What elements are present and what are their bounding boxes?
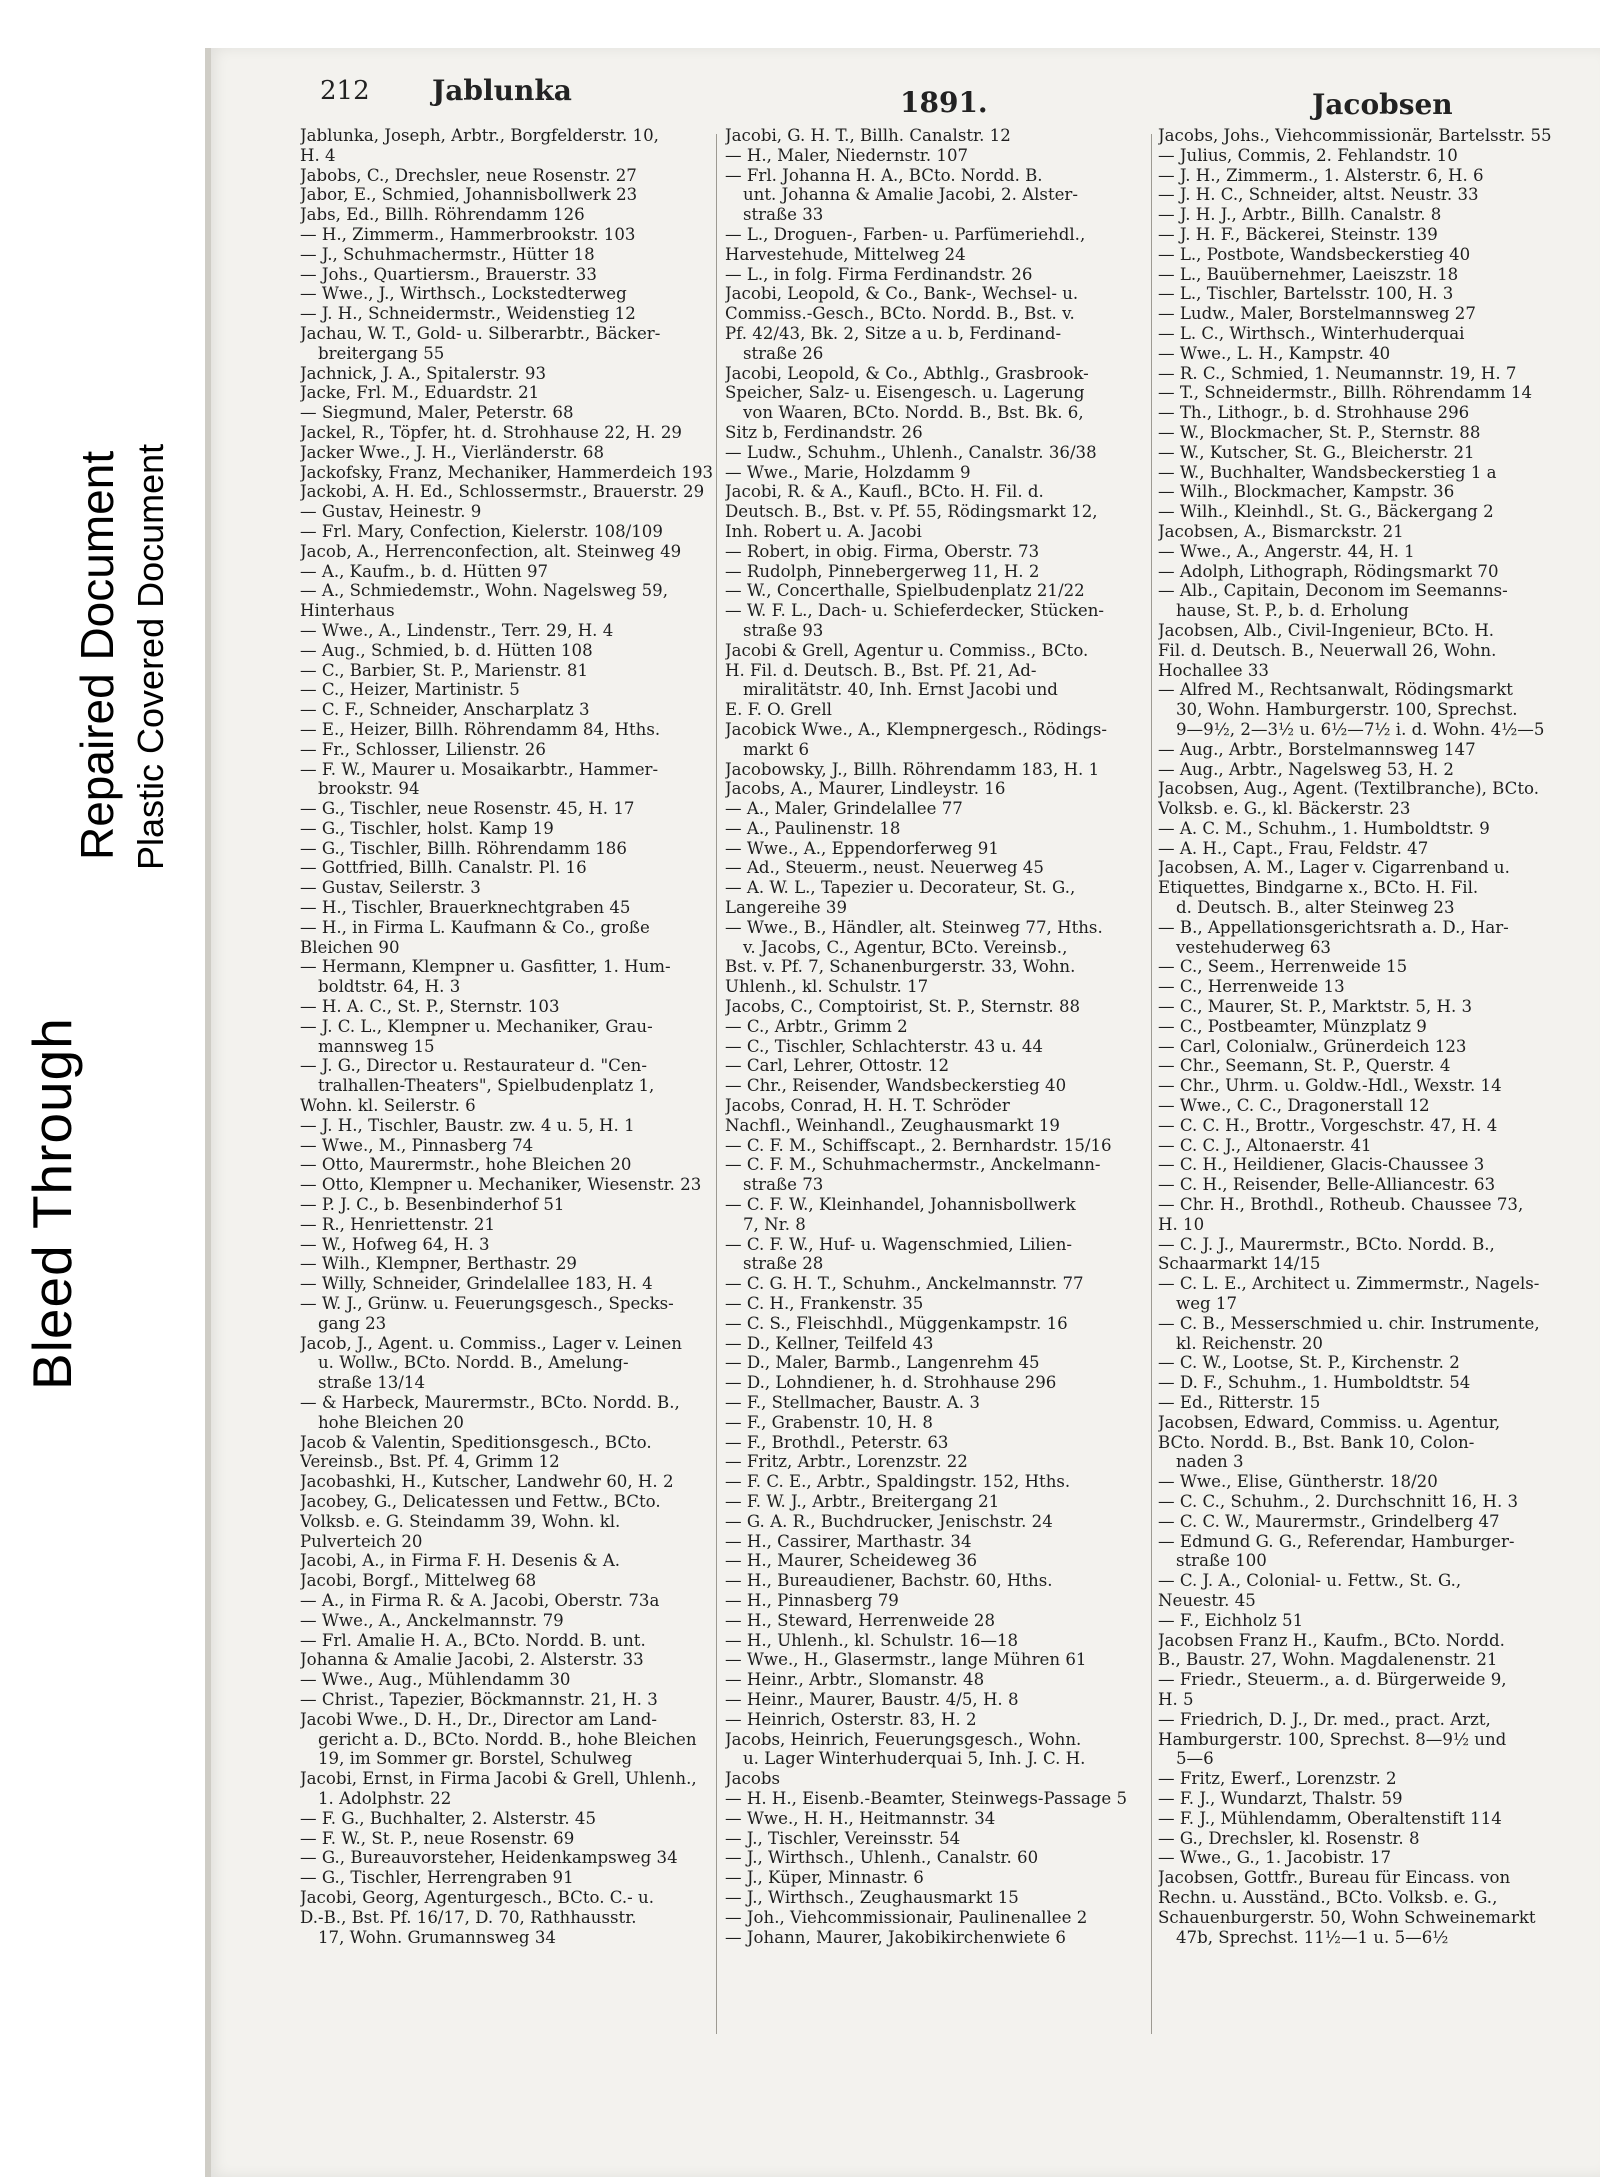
directory-entry-line: — Rudolph, Pinnebergerweg 11, H. 2 — [725, 561, 1040, 581]
directory-entry-line: — C., Seem., Herrenweide 15 — [1158, 957, 1408, 977]
directory-entry-line: Jacobsen, Alb., Civil-Ingenieur, BCto. H. — [1158, 620, 1495, 640]
directory-entry-line: — Fr., Schlosser, Lilienstr. 26 — [300, 739, 546, 759]
directory-entry-line: — A., in Firma R. & A. Jacobi, Oberstr. 73a — [300, 1590, 660, 1610]
directory-entry-line: Jacobsen, Gottfr., Bureau für Eincass. von — [1158, 1868, 1511, 1888]
directory-entry-line: boldtstr. 64, H. 3 — [318, 977, 461, 997]
directory-entry-line: Johanna & Amalie Jacobi, 2. Alsterstr. 33 — [300, 1650, 644, 1670]
directory-entry-line: Pf. 42/43, Bk. 2, Sitze a u. b, Ferdinand- — [725, 323, 1062, 343]
directory-entry-line: — E., Heizer, Billh. Röhrendamm 84, Hths. — [300, 719, 661, 739]
directory-entry-line: — R., Henriettenstr. 21 — [300, 1214, 496, 1234]
directory-entry-line: — Heinr., Maurer, Baustr. 4/5, H. 8 — [725, 1689, 1019, 1709]
directory-entry-line: B., Baustr. 27, Wohn. Magdalenenstr. 21 — [1158, 1650, 1498, 1670]
directory-entry-line: Pulverteich 20 — [300, 1531, 423, 1551]
directory-entry-line: — C., Postbeamter, Münzplatz 9 — [1158, 1016, 1427, 1036]
directory-entry-line: — Aug., Arbtr., Nagelsweg 53, H. 2 — [1158, 759, 1454, 779]
directory-entry-line: hohe Bleichen 20 — [318, 1412, 464, 1432]
directory-entry-line: — J., Wirthsch., Zeughausmarkt 15 — [725, 1887, 1019, 1907]
directory-entry-line: — F. W. J., Arbtr., Breitergang 21 — [725, 1491, 1000, 1511]
directory-entry-line: Jacobi, G. H. T., Billh. Canalstr. 12 — [725, 126, 1011, 145]
directory-entry-line: — W., Concerthalle, Spielbudenplatz 21/22 — [725, 581, 1085, 601]
scanned-page — [205, 48, 1600, 2177]
directory-entry-line: — G. A. R., Buchdrucker, Jenischstr. 24 — [725, 1511, 1053, 1531]
directory-entry-line: Inh. Robert u. A. Jacobi — [725, 521, 922, 541]
directory-entry-line: straße 73 — [743, 1175, 824, 1195]
directory-entry-line: — F. J., Wundarzt, Thalstr. 59 — [1158, 1788, 1403, 1808]
directory-entry-line: u. Wollw., BCto. Nordd. B., Amelung- — [318, 1353, 629, 1373]
directory-entry-line: — Heinrich, Osterstr. 83, H. 2 — [725, 1709, 977, 1729]
directory-entry-line: — G., Tischler, Billh. Röhrendamm 186 — [300, 838, 627, 858]
directory-entry-line: — G., Tischler, Herrengraben 91 — [300, 1868, 574, 1888]
directory-entry-line: — Frl. Amalie H. A., BCto. Nordd. B. unt. — [300, 1630, 646, 1650]
directory-entry-line: Jacobi, Leopold, & Co., Bank-, Wechsel- u. — [725, 284, 1079, 304]
directory-entry-line: Nachfl., Weinhandl., Zeughausmarkt 19 — [725, 1115, 1060, 1135]
directory-entry-line: — C., Tischler, Schlachterstr. 43 u. 44 — [725, 1036, 1043, 1056]
directory-entry-line: Jacobi, Leopold, & Co., Abthlg., Grasbrook- — [725, 363, 1089, 383]
directory-entry-line: — T., Schneidermstr., Billh. Röhrendamm 14 — [1158, 383, 1533, 403]
directory-entry-line: Bst. v. Pf. 7, Schanenburgerstr. 33, Wohn. — [725, 957, 1076, 977]
directory-entry-line: H. 10 — [1158, 1214, 1205, 1234]
directory-entry-line: — Wwe., H. H., Heitmannstr. 34 — [725, 1808, 996, 1828]
directory-entry-line: v. Jacobs, C., Agentur, BCto. Vereinsb., — [743, 937, 1068, 957]
bleed-through-label: Bleed Through — [21, 1017, 83, 1390]
directory-entry-line: — W., Hofweg 64, H. 3 — [300, 1234, 490, 1254]
directory-entry-line: straße 33 — [743, 205, 824, 225]
directory-entry-line: straße 93 — [743, 620, 824, 640]
directory-entry-line: Jacobi & Grell, Agentur u. Commiss., BCto. — [725, 640, 1089, 660]
year-heading: 1891. — [900, 86, 988, 119]
directory-entry-line: Jacobs, Conrad, H. H. T. Schröder — [725, 1096, 1010, 1116]
directory-entry-line: — Wwe., J., Wirthsch., Lockstedterweg — [300, 284, 627, 304]
directory-entry-line: straße 13/14 — [318, 1373, 426, 1393]
directory-entry-line: — G., Bureauvorsteher, Heidenkampsweg 34 — [300, 1848, 678, 1868]
directory-entry-line: — C. H., Frankenstr. 35 — [725, 1294, 924, 1314]
directory-entry-line: kl. Reichenstr. 20 — [1176, 1333, 1323, 1353]
directory-entry-line: Jacker Wwe., J. H., Vierländerstr. 68 — [300, 442, 605, 462]
directory-entry-line: — F. W., Maurer u. Mosaikarbtr., Hammer- — [300, 759, 659, 779]
directory-entry-line: — C. C. J., Altonaerstr. 41 — [1158, 1135, 1372, 1155]
directory-entry-line: tralhallen-Theaters", Spielbudenplatz 1, — [318, 1076, 655, 1096]
directory-entry-line: — J. H. F., Bäckerei, Steinstr. 139 — [1158, 224, 1438, 244]
page-binding-edge — [205, 48, 211, 2177]
directory-entry-line: — H. A. C., St. P., Sternstr. 103 — [300, 997, 560, 1017]
directory-entry-line: brookstr. 94 — [318, 779, 420, 799]
directory-entry-line: — H., Zimmerm., Hammerbrookstr. 103 — [300, 224, 636, 244]
directory-entry-line: — Wwe., Marie, Holzdamm 9 — [725, 462, 971, 482]
directory-entry-line: — Alb., Capitain, Deconom im Seemanns- — [1158, 581, 1508, 601]
directory-entry-line: Vereinsb., Bst. Pf. 4, Grimm 12 — [300, 1452, 560, 1472]
directory-entry-line: — C. H., Reisender, Belle-Alliancestr. 63 — [1158, 1175, 1496, 1195]
directory-entry-line: — J., Schuhmachermstr., Hütter 18 — [300, 244, 595, 264]
annotation-label-strip — [0, 0, 200, 2177]
directory-entry-line: — Wilh., Kleinhdl., St. G., Bäckergang 2 — [1158, 502, 1494, 522]
directory-entry-line: — J. C. L., Klempner u. Mechaniker, Grau- — [300, 1016, 653, 1036]
directory-entry-line: — L. C., Wirthsch., Winterhuderquai — [1158, 323, 1465, 343]
directory-entry-line: — C., Heizer, Martinistr. 5 — [300, 680, 520, 700]
directory-entry-line: — Adolph, Lithograph, Rödingsmarkt 70 — [1158, 561, 1499, 581]
directory-entry-line: — Joh., Viehcommissionair, Paulinenallee 2 — [725, 1907, 1088, 1927]
directory-entry-line: — Ludw., Schuhm., Uhlenh., Canalstr. 36/38 — [725, 442, 1097, 462]
directory-entry-line: — Willy, Schneider, Grindelallee 183, H. 4 — [300, 1274, 653, 1294]
directory-entry-line: — H., Tischler, Brauerknechtgraben 45 — [300, 898, 631, 918]
directory-entry-line: Jacobs — [725, 1769, 780, 1789]
directory-entry-line: — A., Kaufm., b. d. Hütten 97 — [300, 561, 549, 581]
directory-entry-line: Jachau, W. T., Gold- u. Silberarbtr., Bäcker- — [300, 323, 661, 343]
directory-entry-line: — C. F., Schneider, Anscharplatz 3 — [300, 700, 590, 720]
directory-entry-line: — W. F. L., Dach- u. Schieferdecker, Stücken- — [725, 601, 1105, 621]
directory-entry-line: Rechn. u. Ausständ., BCto. Volksb. e. G., — [1158, 1887, 1498, 1907]
directory-entry-line: — F., Grabenstr. 10, H. 8 — [725, 1412, 933, 1432]
directory-entry-line: Harvestehude, Mittelweg 24 — [725, 244, 966, 264]
directory-entry-line: — Fritz, Ewerf., Lorenzstr. 2 — [1158, 1769, 1397, 1789]
directory-entry-line: — Ad., Steuerm., neust. Neuerweg 45 — [725, 858, 1044, 878]
directory-entry-line: — C. J. A., Colonial- u. Fettw., St. G., — [1158, 1571, 1462, 1591]
directory-entry-line: — G., Tischler, neue Rosenstr. 45, H. 17 — [300, 799, 635, 819]
directory-entry-line: — J. H., Schneidermstr., Weidenstieg 12 — [300, 304, 636, 324]
directory-entry-line: — Chr. H., Brothdl., Rotheub. Chaussee 73, — [1158, 1195, 1524, 1215]
directory-entry-line: — W., Kutscher, St. G., Bleicherstr. 21 — [1158, 442, 1475, 462]
directory-entry-line: — Chr., Seemann, St. P., Querstr. 4 — [1158, 1056, 1451, 1076]
directory-entry-line: — Wwe., M., Pinnasberg 74 — [300, 1135, 534, 1155]
directory-entry-line: unt. Johanna & Amalie Jacobi, 2. Alster- — [743, 185, 1078, 205]
directory-entry-line: — Wilh., Blockmacher, Kampstr. 36 — [1158, 482, 1455, 502]
directory-entry-line: — J., Tischler, Vereinsstr. 54 — [725, 1828, 961, 1848]
directory-entry-line: — J. G., Director u. Restaurateur d. "Cen- — [300, 1056, 647, 1076]
directory-entry-line: Jacobi, A., in Firma F. H. Desenis & A. — [300, 1551, 621, 1571]
directory-entry-line: Jacobs, Johs., Viehcommissionär, Bartelsstr. 55 — [1158, 126, 1552, 145]
directory-entry-line: — J. H., Zimmerm., 1. Alsterstr. 6, H. 6 — [1158, 165, 1484, 185]
directory-entry-line: gericht a. D., BCto. Nordd. B., hohe Bleichen — [318, 1729, 697, 1749]
directory-entry-line: Jacobi, Borgf., Mittelweg 68 — [300, 1571, 537, 1591]
directory-entry-line: — F., Brothdl., Peterstr. 63 — [725, 1432, 949, 1452]
directory-entry-line: Jabobs, C., Drechsler, neue Rosenstr. 27 — [300, 165, 637, 185]
directory-entry-line: — Fritz, Arbtr., Lorenzstr. 22 — [725, 1452, 968, 1472]
directory-entry-line: — C., Barbier, St. P., Marienstr. 81 — [300, 660, 589, 680]
directory-entry-line: — G., Tischler, holst. Kamp 19 — [300, 818, 554, 838]
directory-entry-line: — A., Schmiedemstr., Wohn. Nagelsweg 59, — [300, 581, 669, 601]
repaired-document-label: Repaired Document — [71, 450, 123, 860]
directory-entry-line: 17, Wohn. Grumannsweg 34 — [318, 1927, 556, 1947]
directory-entry-line: — C. F. M., Schiffscapt., 2. Bernhardstr. 15/16 — [725, 1135, 1112, 1155]
directory-entry-line: Speicher, Salz- u. Eisengesch. u. Lagerung — [725, 383, 1085, 403]
directory-entry-line: Jacobey, G., Delicatessen und Fettw., BCto. — [300, 1491, 661, 1511]
directory-entry-line: Jacob & Valentin, Speditionsgesch., BCto. — [300, 1432, 652, 1452]
directory-entry-line: H. 5 — [1158, 1689, 1194, 1709]
directory-entry-line: — A. H., Capt., Frau, Feldstr. 47 — [1158, 838, 1429, 858]
directory-entry-line: — A. W. L., Tapezier u. Decorateur, St. G., — [725, 878, 1076, 898]
directory-entry-line: — Siegmund, Maler, Peterstr. 68 — [300, 403, 574, 423]
directory-entry-line: Commiss.-Gesch., BCto. Nordd. B., Bst. v. — [725, 304, 1075, 324]
directory-entry-line: — H., Uhlenh., kl. Schulstr. 16—18 — [725, 1630, 1019, 1650]
directory-entry-line: — Carl, Colonialw., Grünerdeich 123 — [1158, 1036, 1467, 1056]
directory-entry-line: — J., Wirthsch., Uhlenh., Canalstr. 60 — [725, 1848, 1039, 1868]
directory-entry-line: — H., Maler, Niedernstr. 107 — [725, 145, 969, 165]
directory-entry-line: — Ed., Ritterstr. 15 — [1158, 1393, 1321, 1412]
directory-entry-line: — D., Kellner, Teilfeld 43 — [725, 1333, 934, 1353]
directory-entry-line: — Wwe., Aug., Mühlendamm 30 — [300, 1670, 571, 1690]
plastic-covered-label: Plastic Covered Document — [130, 443, 171, 870]
directory-entry-line: u. Lager Winterhuderquai 5, Inh. J. C. H. — [743, 1749, 1086, 1769]
directory-entry-line: — Christ., Tapezier, Böckmannstr. 21, H. 3 — [300, 1689, 658, 1709]
directory-entry-line: — Wilh., Klempner, Berthastr. 29 — [300, 1254, 577, 1274]
directory-entry-line: — D., Maler, Barmb., Langenrehm 45 — [725, 1353, 1040, 1373]
directory-entry-line: — Wwe., H., Glasermstr., lange Mühren 61 — [725, 1650, 1087, 1670]
directory-entry-line: — A., Paulinenstr. 18 — [725, 818, 901, 838]
directory-entry-line: gang 23 — [318, 1313, 387, 1333]
directory-entry-line: Jacobashki, H., Kutscher, Landwehr 60, H. 2 — [300, 1472, 674, 1492]
directory-entry-line: — J. H. C., Schneider, altst. Neustr. 33 — [1158, 185, 1479, 205]
directory-entry-line: — L., Tischler, Bartelsstr. 100, H. 3 — [1158, 284, 1454, 304]
directory-entry-line: — Wwe., G., 1. Jacobistr. 17 — [1158, 1848, 1392, 1868]
directory-entry-line: 47b, Sprechst. 11½—1 u. 5—6½ — [1176, 1927, 1449, 1947]
directory-entry-line: H. 4 — [300, 145, 336, 165]
directory-entry-line: H. Fil. d. Deutsch. B., Bst. Pf. 21, Ad- — [725, 660, 1037, 680]
directory-entry-line: miralitätstr. 40, Inh. Ernst Jacobi und — [743, 680, 1058, 700]
directory-entry-line: Hochallee 33 — [1158, 660, 1269, 680]
directory-entry-line: — C. C. H., Brottr., Vorgeschstr. 47, H. 4 — [1158, 1115, 1498, 1135]
directory-entry-line: mannsweg 15 — [318, 1036, 435, 1056]
directory-entry-line: Langereihe 39 — [725, 898, 847, 918]
directory-entry-line: — F. C. E., Arbtr., Spaldingstr. 152, Hths. — [725, 1472, 1071, 1492]
directory-entry-line: weg 17 — [1176, 1294, 1238, 1314]
directory-entry-line: — Ludw., Maler, Borstelmannsweg 27 — [1158, 304, 1476, 324]
directory-entry-line: — Hermann, Klempner u. Gasfitter, 1. Hum- — [300, 957, 671, 977]
directory-entry-line: straße 26 — [743, 343, 824, 363]
directory-entry-line: — C. F. W., Huf- u. Wagenschmied, Lilien- — [725, 1234, 1073, 1254]
directory-entry-line: — Wwe., A., Anckelmannstr. 79 — [300, 1610, 564, 1630]
directory-entry-line: — H., Steward, Herrenweide 28 — [725, 1610, 996, 1630]
directory-entry-line: — Gottfried, Billh. Canalstr. Pl. 16 — [300, 858, 587, 878]
directory-entry-line: — H., Bureaudiener, Bachstr. 60, Hths. — [725, 1571, 1053, 1591]
directory-entry-line: — Wwe., L. H., Kampstr. 40 — [1158, 343, 1391, 363]
directory-entry-line: Sitz b, Ferdinandstr. 26 — [725, 422, 923, 442]
directory-entry-line: — Friedr., Steuerm., a. d. Bürgerweide 9, — [1158, 1670, 1507, 1690]
directory-entry-line: — A., Maler, Grindelallee 77 — [725, 799, 963, 819]
directory-entry-line: — Th., Lithogr., b. d. Strohhause 296 — [1158, 403, 1470, 423]
directory-entry-line: Schaarmarkt 14/15 — [1158, 1254, 1321, 1274]
directory-entry-line: 1. Adolphstr. 22 — [318, 1788, 452, 1808]
directory-entry-line: — Gustav, Seilerstr. 3 — [300, 878, 481, 898]
directory-entry-line: Fil. d. Deutsch. B., Neuerwall 26, Wohn. — [1158, 640, 1497, 660]
directory-entry-line: — Aug., Schmied, b. d. Hütten 108 — [300, 640, 593, 660]
directory-entry-line: — Robert, in obig. Firma, Oberstr. 73 — [725, 541, 1040, 561]
directory-entry-line: Volksb. e. G., kl. Bäckerstr. 23 — [1158, 799, 1411, 819]
directory-entry-line: — Otto, Maurermstr., hohe Bleichen 20 — [300, 1155, 632, 1175]
directory-entry-line: — C. C. W., Maurermstr., Grindelberg 47 — [1158, 1511, 1500, 1531]
directory-entry-line: — W. J., Grünw. u. Feuerungsgesch., Specks- — [300, 1294, 674, 1314]
directory-entry-line: — Aug., Arbtr., Borstelmannsweg 147 — [1158, 739, 1476, 759]
left-running-head: Jablunka — [432, 74, 572, 107]
directory-entry-line: — W., Blockmacher, St. P., Sternstr. 88 — [1158, 422, 1481, 442]
directory-entry-line: — C. G. H. T., Schuhm., Anckelmannstr. 77 — [725, 1274, 1084, 1294]
directory-entry-line: — Wwe., A., Eppendorferweg 91 — [725, 838, 999, 858]
directory-entry-line: — Wwe., A., Lindenstr., Terr. 29, H. 4 — [300, 620, 614, 640]
directory-entry-line: — F. J., Mühlendamm, Oberaltenstift 114 — [1158, 1808, 1502, 1828]
directory-entry-line: — Carl, Lehrer, Ottostr. 12 — [725, 1056, 950, 1076]
directory-entry-line: — C. F. M., Schuhmachermstr., Anckelmann- — [725, 1155, 1101, 1175]
directory-entry-line: Jabs, Ed., Billh. Röhrendamm 126 — [300, 205, 585, 225]
directory-entry-line: — L., Bauübernehmer, Laeiszstr. 18 — [1158, 264, 1459, 284]
directory-entry-line: — C. F. W., Kleinhandel, Johannisbollwerk — [725, 1195, 1076, 1215]
directory-entry-line: — D., Lohndiener, h. d. Strohhause 296 — [725, 1373, 1057, 1393]
directory-entry-line: — H., Cassirer, Marthastr. 34 — [725, 1531, 972, 1551]
directory-entry-line: Jacobs, A., Maurer, Lindleystr. 16 — [725, 779, 1006, 799]
directory-entry-line: 19, im Sommer gr. Borstel, Schulweg — [318, 1749, 633, 1769]
directory-entry-line: — C. W., Lootse, St. P., Kirchenstr. 2 — [1158, 1353, 1460, 1373]
directory-entry-line: Uhlenh., kl. Schulstr. 17 — [725, 977, 929, 997]
directory-entry-line: vestehuderweg 63 — [1176, 937, 1331, 957]
directory-entry-line: — C., Maurer, St. P., Marktstr. 5, H. 3 — [1158, 997, 1473, 1017]
directory-entry-line: Jacke, Frl. M., Eduardstr. 21 — [300, 383, 540, 403]
directory-entry-line: — H., Pinnasberg 79 — [725, 1590, 899, 1610]
directory-entry-line: — Johann, Maurer, Jakobikirchenwiete 6 — [725, 1927, 1066, 1947]
directory-entry-line: Jacobowsky, J., Billh. Röhrendamm 183, H. 1 — [725, 759, 1100, 779]
directory-entry-line: — A. C. M., Schuhm., 1. Humboldtstr. 9 — [1158, 818, 1490, 838]
directory-entry-line: Jabor, E., Schmied, Johannisbollwerk 23 — [300, 185, 638, 205]
directory-entry-line: Deutsch. B., Bst. v. Pf. 55, Rödingsmarkt 12, — [725, 502, 1098, 522]
directory-column-3 — [1158, 126, 1600, 2116]
directory-entry-line: — Wwe., B., Händler, alt. Steinweg 77, Hths. — [725, 917, 1103, 937]
directory-entry-line: — P. J. C., b. Besenbinderhof 51 — [300, 1195, 565, 1215]
directory-entry-line: — R. C., Schmied, 1. Neumannstr. 19, H. 7 — [1158, 363, 1517, 383]
directory-entry-line: — C., Herrenweide 13 — [1158, 977, 1345, 997]
directory-entry-line: Jacobsen, A., Bismarckstr. 21 — [1158, 521, 1404, 541]
directory-entry-line: — F., Eichholz 51 — [1158, 1610, 1304, 1630]
directory-entry-line: Bleichen 90 — [300, 937, 400, 957]
directory-entry-line: 5—6 — [1176, 1749, 1214, 1769]
directory-entry-line: Jacobs, C., Comptoirist, St. P., Sternstr. 88 — [725, 997, 1081, 1017]
directory-entry-line: — Wwe., A., Angerstr. 44, H. 1 — [1158, 541, 1415, 561]
directory-entry-line: Etiquettes, Bindgarne x., BCto. H. Fil. — [1158, 878, 1479, 898]
directory-entry-line: hause, St. P., b. d. Erholung — [1176, 601, 1409, 621]
directory-entry-line: — H. H., Eisenb.-Beamter, Steinwegs-Passage 5 — [725, 1788, 1128, 1808]
directory-entry-line: — Wwe., C. C., Dragonerstall 12 — [1158, 1096, 1430, 1116]
page-number: 212 — [320, 76, 370, 106]
directory-entry-line: Jacobi Wwe., D. H., Dr., Director am Land- — [300, 1709, 657, 1729]
directory-entry-line: Jacobi, Georg, Agenturgesch., BCto. C.- u. — [300, 1887, 654, 1907]
directory-entry-line: d. Deutsch. B., alter Steinweg 23 — [1176, 898, 1455, 918]
directory-entry-line: — J. H. J., Arbtr., Billh. Canalstr. 8 — [1158, 205, 1442, 225]
directory-entry-line: Jachnick, J. A., Spitalerstr. 93 — [300, 363, 547, 383]
directory-entry-line: — & Harbeck, Maurermstr., BCto. Nordd. B., — [300, 1393, 680, 1412]
directory-entry-line: — Edmund G. G., Referendar, Hamburger- — [1158, 1531, 1515, 1551]
directory-entry-line: — F. W., St. P., neue Rosenstr. 69 — [300, 1828, 575, 1848]
directory-entry-line: Jackel, R., Töpfer, ht. d. Strohhause 22, H. 29 — [300, 422, 682, 442]
directory-entry-line: — B., Appellationsgerichtsrath a. D., Har- — [1158, 917, 1509, 937]
directory-entry-line: Hinterhaus — [300, 601, 395, 621]
directory-entry-line: — L., in folg. Firma Ferdinandstr. 26 — [725, 264, 1033, 284]
directory-entry-line: — C. B., Messerschmied u. chir. Instrumente, — [1158, 1313, 1540, 1333]
directory-entry-line: — Otto, Klempner u. Mechaniker, Wiesenstr. 23 — [300, 1175, 702, 1195]
directory-entry-line: — C., Arbtr., Grimm 2 — [725, 1016, 908, 1036]
directory-entry-line: — Alfred M., Rechtsanwalt, Rödingsmarkt — [1158, 680, 1513, 700]
directory-entry-line: — Heinr., Arbtr., Slomanstr. 48 — [725, 1670, 985, 1690]
directory-entry-line: Volksb. e. G. Steindamm 39, Wohn. kl. — [300, 1511, 621, 1531]
directory-entry-line: — J., Küper, Minnastr. 6 — [725, 1868, 924, 1888]
directory-entry-line: Neuestr. 45 — [1158, 1590, 1256, 1610]
directory-entry-line: — C. S., Fleischhdl., Müggenkampstr. 16 — [725, 1313, 1068, 1333]
directory-entry-line: markt 6 — [743, 739, 810, 759]
directory-entry-line: — G., Drechsler, kl. Rosenstr. 8 — [1158, 1828, 1420, 1848]
directory-entry-line: D.-B., Bst. Pf. 16/17, D. 70, Rathhausstr. — [300, 1907, 637, 1927]
directory-entry-line: — C. C., Schuhm., 2. Durchschnitt 16, H. 3 — [1158, 1491, 1519, 1511]
directory-entry-line: Jacobi, R. & A., Kaufl., BCto. H. Fil. d. — [725, 482, 1044, 502]
directory-entry-line: — H., in Firma L. Kaufmann & Co., große — [300, 917, 650, 937]
directory-entry-line: Jacobsen, Aug., Agent. (Textilbranche), BCto. — [1158, 779, 1539, 799]
directory-entry-line: Schauenburgerstr. 50, Wohn Schweinemarkt — [1158, 1907, 1536, 1927]
directory-entry-line: Jackobi, A. H. Ed., Schlossermstr., Brauerstr. 29 — [300, 482, 705, 502]
directory-entry-line: — Frl. Johanna H. A., BCto. Nordd. B. — [725, 165, 1043, 185]
directory-entry-line: Jacobsen, A. M., Lager v. Cigarrenband u. — [1158, 858, 1510, 878]
directory-entry-line: Hamburgerstr. 100, Sprechst. 8—9½ und — [1158, 1729, 1507, 1749]
directory-entry-line: — Wwe., Elise, Güntherstr. 18/20 — [1158, 1472, 1438, 1492]
directory-entry-line: E. F. O. Grell — [725, 700, 832, 720]
directory-entry-line: von Waaren, BCto. Nordd. B., Bst. Bk. 6, — [743, 403, 1084, 423]
right-running-head: Jacobsen — [1312, 88, 1453, 121]
directory-entry-line: straße 28 — [743, 1254, 824, 1274]
directory-entry-line: — H., Maurer, Scheideweg 36 — [725, 1551, 978, 1571]
directory-entry-line: Jacobi, Ernst, in Firma Jacobi & Grell, Uhlenh., — [300, 1769, 697, 1789]
directory-entry-line: Jackofsky, Franz, Mechaniker, Hammerdeich 193 — [300, 462, 714, 482]
directory-entry-line: 30, Wohn. Hamburgerstr. 100, Sprechst. — [1176, 700, 1518, 720]
directory-entry-line: breitergang 55 — [318, 343, 445, 363]
directory-entry-line: Jacob, A., Herrenconfection, alt. Steinweg 49 — [300, 541, 682, 561]
directory-entry-line: — C. L. E., Architect u. Zimmermstr., Nagels- — [1158, 1274, 1540, 1294]
directory-entry-line: Jacobsen Franz H., Kaufm., BCto. Nordd. — [1158, 1630, 1505, 1650]
directory-entry-line: Wohn. kl. Seilerstr. 6 — [300, 1096, 476, 1116]
directory-entry-line: — Chr., Reisender, Wandsbeckerstieg 40 — [725, 1076, 1067, 1096]
directory-entry-line: — W., Buchhalter, Wandsbeckerstieg 1 a — [1158, 462, 1497, 482]
directory-entry-line: Jacobick Wwe., A., Klempnergesch., Rödings- — [725, 719, 1108, 739]
directory-entry-line: Jacobs, Heinrich, Feuerungsgesch., Wohn. — [725, 1729, 1082, 1749]
directory-entry-line: 7, Nr. 8 — [743, 1214, 806, 1234]
directory-entry-line: — J. H., Tischler, Baustr. zw. 4 u. 5, H. 1 — [300, 1115, 635, 1135]
directory-entry-line: — Friedrich, D. J., Dr. med., pract. Arzt, — [1158, 1709, 1491, 1729]
directory-entry-line: Jablunka, Joseph, Arbtr., Borgfelderstr. 10, — [300, 126, 659, 145]
directory-entry-line: — Gustav, Heinestr. 9 — [300, 502, 482, 522]
directory-entry-line: — D. F., Schuhm., 1. Humboldtstr. 54 — [1158, 1373, 1471, 1393]
directory-entry-line: — C. J. J., Maurermstr., BCto. Nordd. B., — [1158, 1234, 1495, 1254]
directory-entry-line: — L., Droguen-, Farben- u. Parfümeriehdl., — [725, 224, 1086, 244]
directory-entry-line: — F., Stellmacher, Baustr. A. 3 — [725, 1393, 980, 1412]
directory-entry-line: — Frl. Mary, Confection, Kielerstr. 108/109 — [300, 521, 663, 541]
page-header — [205, 68, 1600, 128]
directory-entry-line: straße 100 — [1176, 1551, 1267, 1571]
directory-entry-line: — F. G., Buchhalter, 2. Alsterstr. 45 — [300, 1808, 597, 1828]
directory-entry-line: Jacobsen, Edward, Commiss. u. Agentur, — [1158, 1412, 1501, 1432]
directory-entry-line: — Julius, Commis, 2. Fehlandstr. 10 — [1158, 145, 1458, 165]
directory-entry-line: 9—9½, 2—3½ u. 6½—7½ i. d. Wohn. 4½—5 — [1176, 719, 1545, 739]
directory-entry-line: naden 3 — [1176, 1452, 1244, 1472]
directory-entry-line: — Johs., Quartiersm., Brauerstr. 33 — [300, 264, 597, 284]
directory-entry-line: Jacob, J., Agent. u. Commiss., Lager v. Leinen — [300, 1333, 682, 1353]
directory-entry-line: BCto. Nordd. B., Bst. Bank 10, Colon- — [1158, 1432, 1475, 1452]
directory-entry-line: — Chr., Uhrm. u. Goldw.-Hdl., Wexstr. 14 — [1158, 1076, 1502, 1096]
directory-entry-line: — L., Postbote, Wandsbeckerstieg 40 — [1158, 244, 1471, 264]
directory-entry-line: — C. H., Heildiener, Glacis-Chaussee 3 — [1158, 1155, 1485, 1175]
